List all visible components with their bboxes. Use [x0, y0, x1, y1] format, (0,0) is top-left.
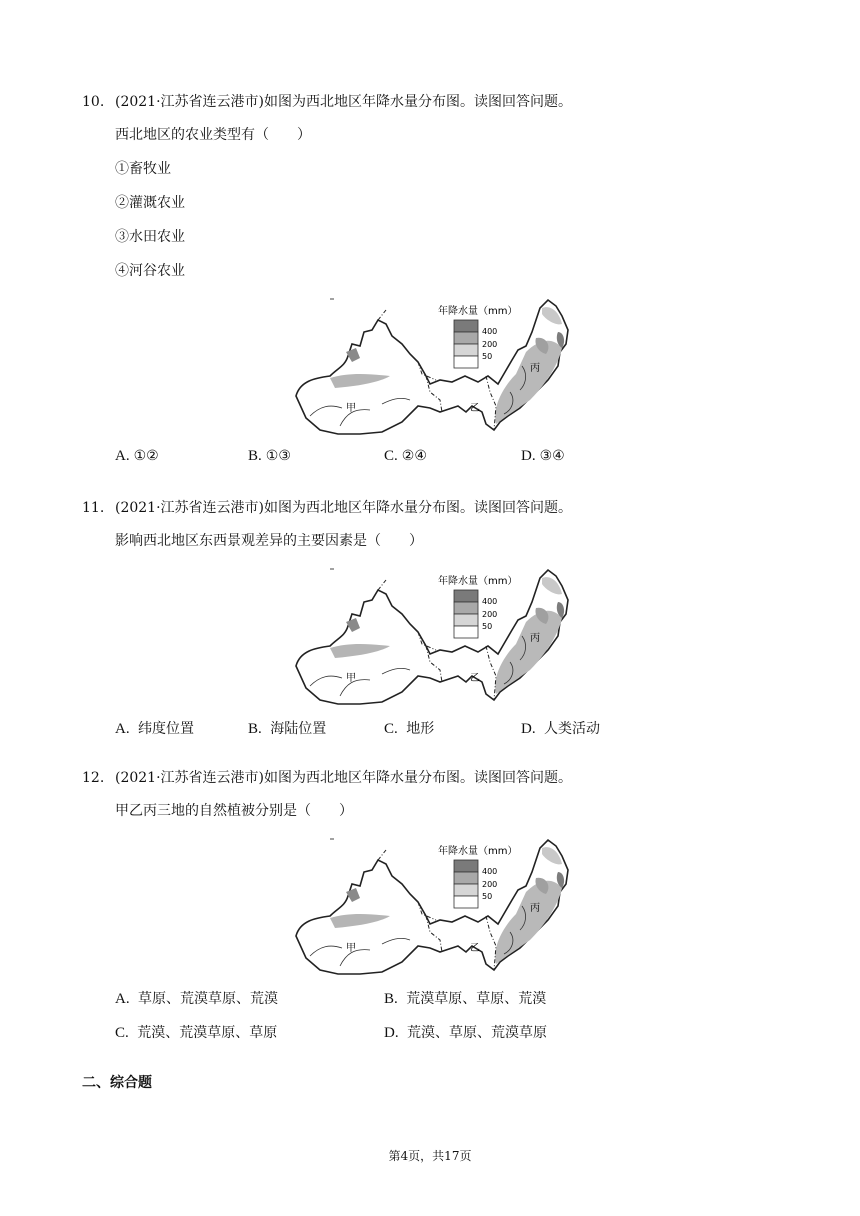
option-a[interactable]: A. 纬度位置: [115, 721, 195, 737]
map-label-yi: 乙: [470, 673, 480, 684]
map-legend-200: 200: [482, 610, 498, 619]
precipitation-map-q12: [290, 836, 580, 986]
map-legend-title: 年降水量（mm）: [438, 846, 518, 857]
map-legend-200: 200: [482, 340, 498, 349]
map-legend-400: 400: [482, 327, 498, 336]
map-legend-400: 400: [482, 597, 498, 606]
option-c[interactable]: C. ②④: [384, 448, 427, 464]
question-stem-text: (2021·江苏省连云港市)如图为西北地区年降水量分布图。读图回答问题。: [115, 500, 573, 516]
option-d[interactable]: D. 荒漠、草原、荒漠草原: [384, 1025, 548, 1041]
question-number: 10.: [82, 94, 105, 110]
question-10-stem: [82, 91, 572, 111]
map-legend-50: 50: [482, 352, 493, 361]
map-label-jia: 甲: [346, 943, 356, 954]
option-b[interactable]: B. 海陆位置: [248, 721, 327, 737]
map-legend-title: 年降水量（mm）: [438, 306, 518, 317]
map-label-bing: 丙: [530, 363, 540, 374]
question-10-item-3: ③水田农业: [115, 229, 185, 245]
question-12-prompt: 甲乙丙三地的自然植被分别是（ ）: [115, 803, 353, 819]
question-12-stem: [82, 767, 572, 787]
map-legend-title: 年降水量（mm）: [438, 576, 518, 587]
option-b[interactable]: B. 荒漠草原、草原、荒漠: [384, 991, 547, 1007]
question-11-stem: [82, 497, 572, 517]
page-footer: 第4页，共17页: [388, 1149, 472, 1163]
precipitation-map-q11: [290, 566, 580, 716]
map-label-bing: 丙: [530, 633, 540, 644]
question-stem-text: (2021·江苏省连云港市)如图为西北地区年降水量分布图。读图回答问题。: [115, 94, 573, 110]
map-legend-400: 400: [482, 867, 498, 876]
map-label-jia: 甲: [346, 673, 356, 684]
map-legend-50: 50: [482, 892, 493, 901]
option-c[interactable]: C. 地形: [384, 721, 435, 737]
map-legend-50: 50: [482, 622, 493, 631]
option-b[interactable]: B. ①③: [248, 448, 291, 464]
section-title: 二、综合题: [82, 1075, 152, 1091]
question-10-item-2: ②灌溉农业: [115, 195, 185, 211]
question-10-prompt: 西北地区的农业类型有（ ）: [115, 127, 311, 143]
map-legend-200: 200: [482, 880, 498, 889]
map-label-yi: 乙: [470, 943, 480, 954]
option-a[interactable]: A. ①②: [115, 448, 159, 464]
question-number: 12.: [82, 770, 105, 786]
question-10-item-1: ①畜牧业: [115, 161, 171, 177]
map-label-jia: 甲: [346, 403, 356, 414]
map-label-yi: 乙: [470, 403, 480, 414]
question-number: 11.: [82, 500, 105, 516]
option-a[interactable]: A. 草原、荒漠草原、荒漠: [115, 991, 279, 1007]
option-c[interactable]: C. 荒漠、荒漠草原、草原: [115, 1025, 278, 1041]
map-label-bing: 丙: [530, 903, 540, 914]
option-d[interactable]: D. 人类活动: [521, 721, 601, 737]
precipitation-map-q10: [290, 296, 580, 446]
question-10-item-4: ④河谷农业: [115, 263, 185, 279]
question-stem-text: (2021·江苏省连云港市)如图为西北地区年降水量分布图。读图回答问题。: [115, 770, 573, 786]
question-11-prompt: 影响西北地区东西景观差异的主要因素是（ ）: [115, 533, 423, 549]
option-d[interactable]: D. ③④: [521, 448, 565, 464]
